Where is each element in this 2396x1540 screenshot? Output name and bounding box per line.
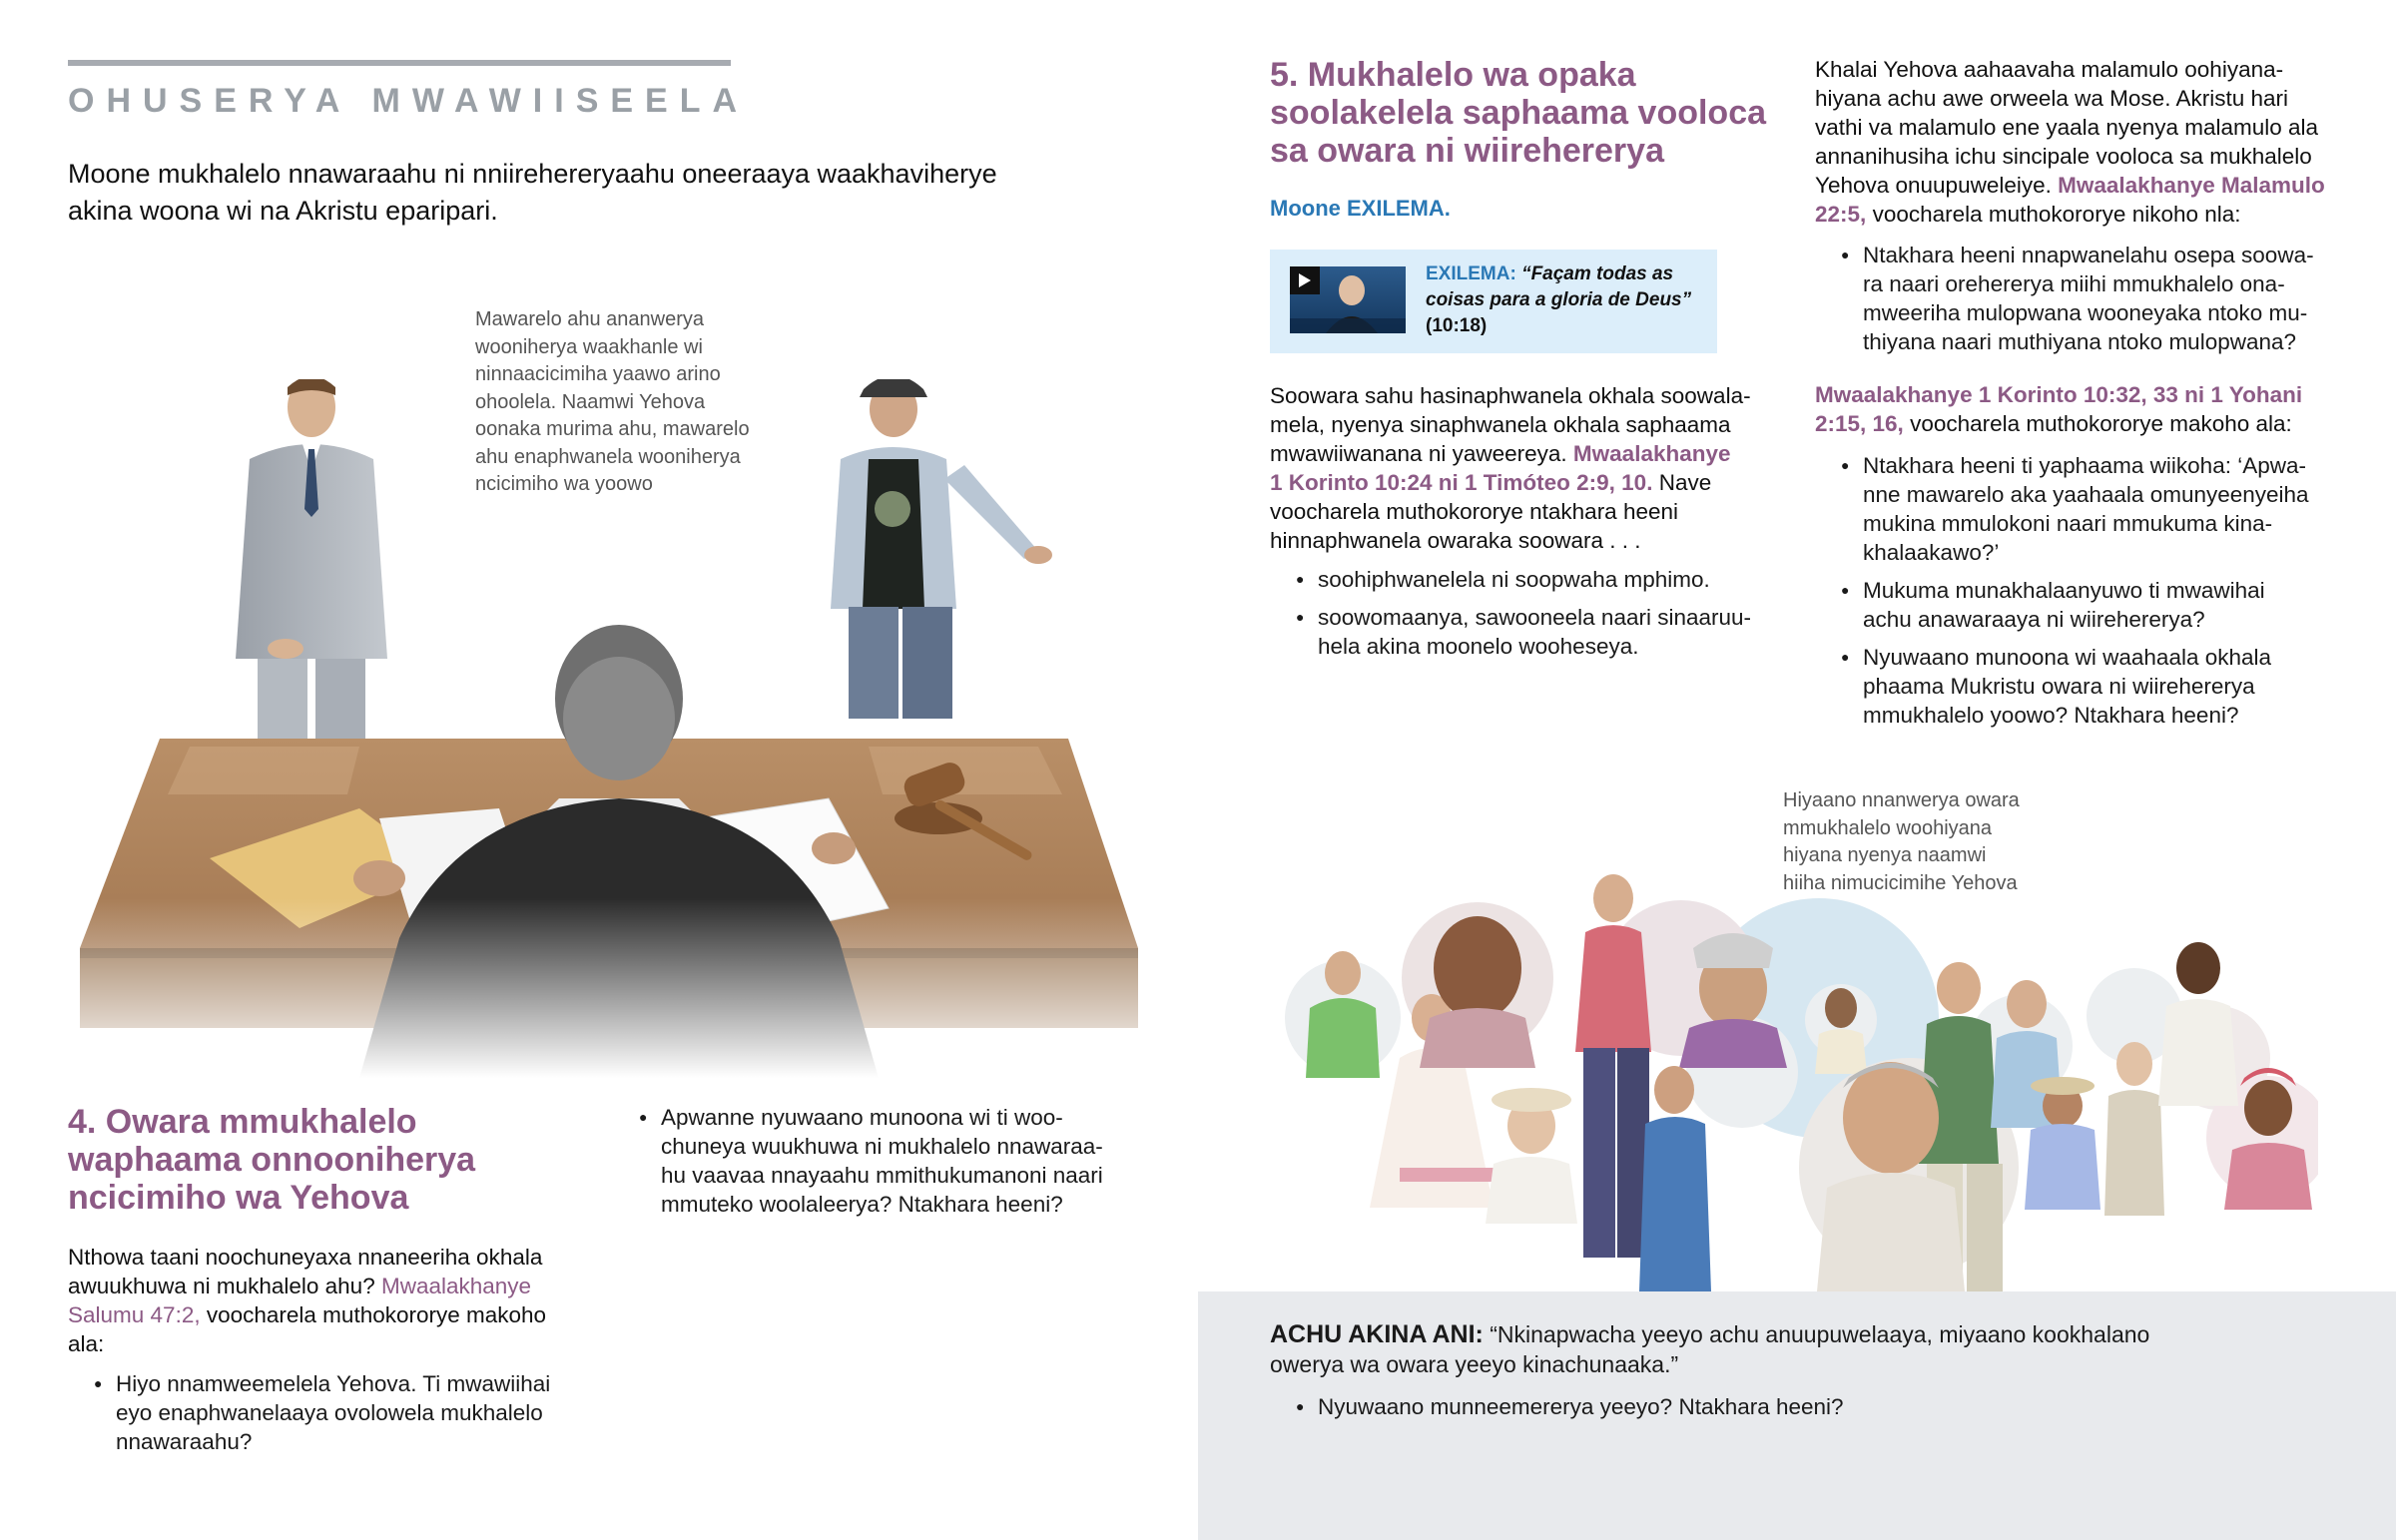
section-rule	[68, 60, 731, 66]
play-icon[interactable]	[1290, 266, 1320, 294]
body-5-col2b: Mwaalakhanye 1 Korinto 10:32, 33 ni 1 Yohani 2:15, 16, voocharela muthokororye makoho ala:	[1815, 380, 2374, 438]
person-figure	[1575, 874, 1651, 1258]
scripture-ref-link[interactable]: Mwaalakhanye 1 Korinto 10:32, 33 ni 1 Yohani	[1815, 382, 2303, 407]
list-item: ● soohiphwanelela ni soopwaha mphimo.	[1270, 565, 1789, 594]
people-caption: Hiyaano nnanwerya owara mmukhalelo woohiyana hiyana nyenya naamwi hiiha nimucicimihe Yehova	[1783, 789, 2020, 894]
scripture-ref-link[interactable]: Mwaalakhanye	[380, 1274, 532, 1298]
questions-list-4	[68, 1369, 627, 1465]
others-say-list	[1270, 1392, 2268, 1430]
person-figure	[2158, 942, 2238, 1106]
questions-list-4b	[613, 1103, 1172, 1228]
questions-list-5b	[1815, 241, 2374, 365]
scripture-ref-link[interactable]: Mwaalakhanye	[1572, 441, 1731, 466]
illustration-caption: Mawarelo ahu ananwerya wooniherya waakhanle wi ninnaacicimiha yaawo arino ohoolela. Naamwi Yehova oonaka murima ahu, mawarelo ahu enaphwanela wooniherya ncicimiho wa yoowo	[475, 308, 750, 495]
young-man-figure	[831, 379, 1052, 719]
list-item: ● Apwanne nyuwaano munoona wi ti woo- chuneya wuukhuwa ni mukhalelo nnawaraa- hu vaavaa nnayaahu mmithukumanoni naari mmuteko woolaleerya? Ntakhara heeni?	[613, 1103, 1172, 1219]
heading-5: 5. Mukhalelo wa opaka soolakelela saphaama vooloca sa owara ni wiirehererya	[1270, 56, 1767, 170]
list-item: ● Nyuwaano munneemererya yeeyo? Ntakhara heeni?	[1270, 1392, 2268, 1421]
list-item: ● soowomaanya, sawooneela naari sinaaruu- hela akina moonelo wooheseya.	[1270, 603, 1789, 661]
body-4: Nthowa taani noochuneyaxa nnaneeriha okhala awuukhuwa ni mukhalelo ahu? Mwaalakhanye Salumu 47:2, voocharela muthokororye makoho ala:	[68, 1245, 547, 1356]
person-figure	[2104, 1042, 2164, 1216]
video-description[interactable]: EXILEMA: “Façam todas as coisas para a gloria de Deus” (10:18)	[1426, 263, 1692, 336]
scripture-ref-link[interactable]: Mwaalakhanye Malamulo	[2058, 173, 2325, 198]
scripture-ref-link-2[interactable]: 1 Korinto 10:24 ni 1 Timóteo 2:9, 10.	[1270, 470, 1653, 495]
list-item: ● Mukuma munakhalaanyuwo ti mwawihai achu anawaraaya ni wiirehererya?	[1815, 576, 2374, 634]
section-title: OHUSERYA MWAWIISEELA	[68, 82, 750, 120]
scripture-ref-link-2[interactable]: Salumu 47:2,	[68, 1302, 201, 1327]
body-5-col2: Khalai Yehova aahaavaha malamulo oohiyana- hiyana achu awe orweela wa Mose. Akristu hari vathi va malamulo ene yaala nyenya malamulo ala annanihusiha ichu sincipale vooloca sa mukhalelo Yehova onuupuweleiye. Mwaalakhanye Malamulo 22:5, voocharela muthokororye nikoho nla:	[1815, 57, 2325, 227]
see-video-link[interactable]: Moone EXILEMA.	[1270, 196, 1451, 221]
list-item: ● Ntakhara heeni ti yaphaama wiikoha: ‘Apwa- nne mawarelo aka yaahaala omunyeenyeiha mukina mmulokoni naari mmukuma kina- khalaakawo?’	[1815, 451, 2374, 567]
body-5-col1: Soowara sahu hasinaphwanela okhala soowala- mela, nyenya sinaphwanela okhala saphaama mwawiiwanana ni yaweereya. Mwaalakhanye 1 Korinto 10:24 ni 1 Timóteo 2:9, 10. Nave voocharela muthokororye ntakhara heeni hinnaphwanela owaraka soowara . . .	[1270, 383, 1751, 553]
others-say-label: ACHU AKINA ANI:	[1270, 1320, 1484, 1348]
list-item: ● Hiyo nnamweemelela Yehova. Ti mwawiihai eyo enaphwanelaaya ovolowela mukhalelo nnawaraahu?	[68, 1369, 627, 1456]
heading-4: 4. Owara mmukhalelo waphaama onnooniherya ncicimiho wa Yehova	[68, 1103, 476, 1217]
people-illustration	[1280, 868, 2318, 1291]
list-item: ● Nyuwaano munoona wi waahaala okhala phaama Mukristu owara ni wiirehererya mmukhalelo yoowo? Ntakhara heeni?	[1815, 643, 2374, 730]
intro-paragraph: Moone mukhalelo nnawaraahu ni nniirehereryaahu oneeraaya waakhaviherye akina woona wi na Akristu eparipari.	[68, 159, 997, 226]
person-figure	[1486, 1088, 1577, 1224]
scripture-ref-link-2[interactable]: 22:5,	[1815, 202, 1867, 227]
scripture-ref-link-2[interactable]: 2:15, 16,	[1815, 411, 1904, 436]
others-say-text: ACHU AKINA ANI: “Nkinapwacha yeeyo achu anuupuwelaaya, miyaano kookhalano owerya wa owara yeeyo kinachunaaka.”	[1270, 1320, 2150, 1377]
man-in-suit-figure	[236, 379, 387, 759]
questions-list-5c	[1815, 451, 2374, 739]
questions-list-5a	[1270, 565, 1789, 670]
list-item: ● Ntakhara heeni nnapwanelahu osepa soowa- ra naari orehererya miihi mmukhalelo ona- mweeriha mulopwana wooneyaka ntoko mu- thiyana naari muthiyana ntoko mulopwana?	[1815, 241, 2374, 356]
